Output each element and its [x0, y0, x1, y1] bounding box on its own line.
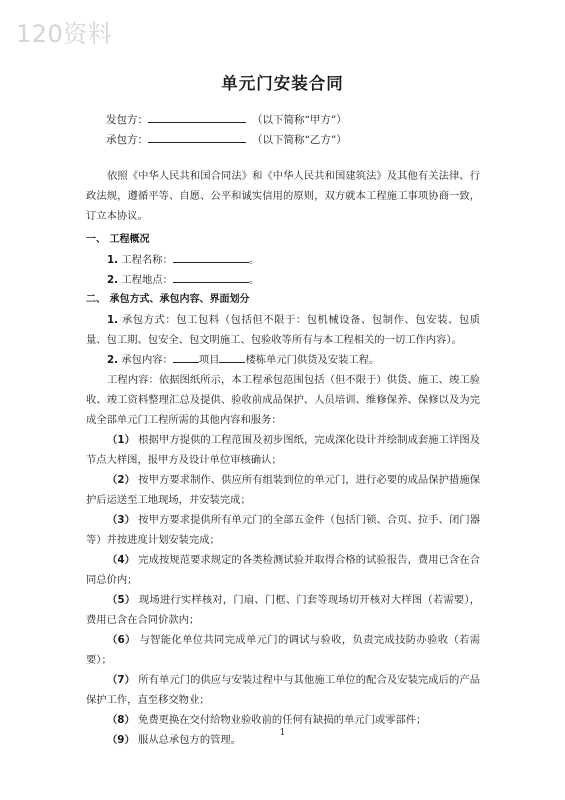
contract-content-project: 项目 — [198, 354, 220, 366]
service-item — [86, 590, 480, 630]
service-number: （9） — [107, 734, 135, 746]
project-location-suffix: 。 — [248, 274, 260, 286]
service-number: （3） — [107, 514, 135, 526]
project-blank[interactable] — [173, 350, 199, 363]
scope-paragraph: 工程内容：依据图纸所示，本工程承包范围包括（但不限于）供货、施工、竣工验收、竣工资料整理汇总及提供、验收前成品保护、人员培训、维修保养、保修以及为完成全部单元门工程所需的其他内容和服务： — [86, 374, 480, 426]
item-number: 2. — [107, 274, 119, 286]
party-contractor-note: （以下简称“乙方”） — [252, 134, 347, 146]
service-number: （6） — [107, 634, 136, 646]
service-item — [86, 630, 480, 670]
contract-content-rest: 楼栋单元门供货及安装工程。 — [245, 354, 380, 366]
service-number: （5） — [107, 594, 136, 606]
project-location-label: 工程地点： — [121, 274, 173, 286]
party-employer-line — [106, 112, 347, 127]
contract-method-text: 承包方式：包工包料（包括但不限于：包机械设备、包制作、包安装、包质量、包工期、包安全、包文明施工、包验收等所有与本工程相关的一切工作内容）。 — [86, 314, 481, 346]
item-number: 2. — [107, 354, 119, 366]
section1-heading: 一、 工程概况 — [86, 234, 150, 245]
service-number: （2） — [107, 474, 135, 486]
service-number: （7） — [107, 674, 135, 686]
service-text: 免费更换在交付给物业验收前的任何有缺损的单元门或零部件； — [138, 714, 427, 726]
party-employer-blank[interactable] — [148, 112, 246, 123]
document-title: 单元门安装合同 — [221, 74, 344, 93]
service-text: 完成按规范要求规定的各类检测试验并取得合格的试验报告，费用已含在合同总价内； — [86, 554, 481, 586]
project-name-suffix: 。 — [248, 254, 260, 266]
document-body — [86, 166, 480, 750]
service-text: 现场进行实样核对，门扇、门框、门套等现场切开核对大样图（若需要），费用已含在合同价款内； — [86, 594, 480, 626]
service-text: 所有单元门的供应与安装过程中与其他施工单位的配合及安装完成后的产品保护工作，直至移交物业； — [86, 674, 481, 706]
page-number: 1 — [279, 728, 286, 738]
party-employer-note: （以下简称“甲方”） — [252, 114, 347, 126]
service-item — [86, 550, 480, 590]
service-item — [86, 510, 480, 550]
project-location-line — [86, 270, 480, 290]
service-text: 根据甲方提供的工程范围及初步图纸，完成深化设计并绘制成套施工详图及节点大样图，报甲方及设计单位审核确认； — [86, 434, 481, 466]
item-number: 1. — [107, 314, 119, 326]
service-item — [86, 470, 480, 510]
service-item — [86, 670, 480, 710]
party-contractor-line — [106, 132, 347, 147]
party-employer-label: 发包方： — [106, 114, 148, 126]
item-number: 1. — [107, 254, 119, 266]
service-number: （4） — [107, 554, 135, 566]
project-name-line — [86, 250, 480, 270]
project-name-blank[interactable] — [173, 250, 249, 263]
service-item — [86, 710, 480, 730]
contract-content-label: 承包内容： — [121, 354, 173, 366]
contract-method-paragraph — [86, 310, 480, 350]
service-text: 按甲方要求制作、供应所有组装到位的单元门，进行必要的成品保护措施保护后运送至工地现场，并安装完成； — [86, 474, 481, 506]
watermark: 120资料 — [16, 20, 113, 48]
section2-heading: 二、 承包方式、承包内容、界面划分 — [86, 294, 250, 305]
service-item — [86, 430, 480, 470]
preamble-paragraph: 依照《中华人民共和国合同法》和《中华人民共和国建筑法》及其他有关法律、行政法规，遵循平等、自愿、公平和诚实信用的原则，双方就本工程施工事项协商一致，订立本协议。 — [86, 170, 480, 222]
building-blank[interactable] — [219, 350, 245, 363]
service-text: 按甲方要求提供所有单元门的全部五金件（包括门锁、合页、拉手、闭门器等）并按进度计划安装完成； — [86, 514, 481, 546]
project-location-blank[interactable] — [173, 270, 249, 283]
service-number: （8） — [107, 714, 135, 726]
project-name-label: 工程名称： — [121, 254, 173, 266]
service-text: 与智能化单位共同完成单元门的调试与验收，负责完成技防办验收（若需要）； — [86, 634, 480, 666]
service-text: 服从总承包方的管理。 — [138, 734, 242, 746]
contract-content-line — [86, 350, 480, 370]
party-contractor-blank[interactable] — [148, 132, 246, 143]
service-number: （1） — [107, 434, 135, 446]
party-contractor-label: 承包方： — [106, 134, 148, 146]
